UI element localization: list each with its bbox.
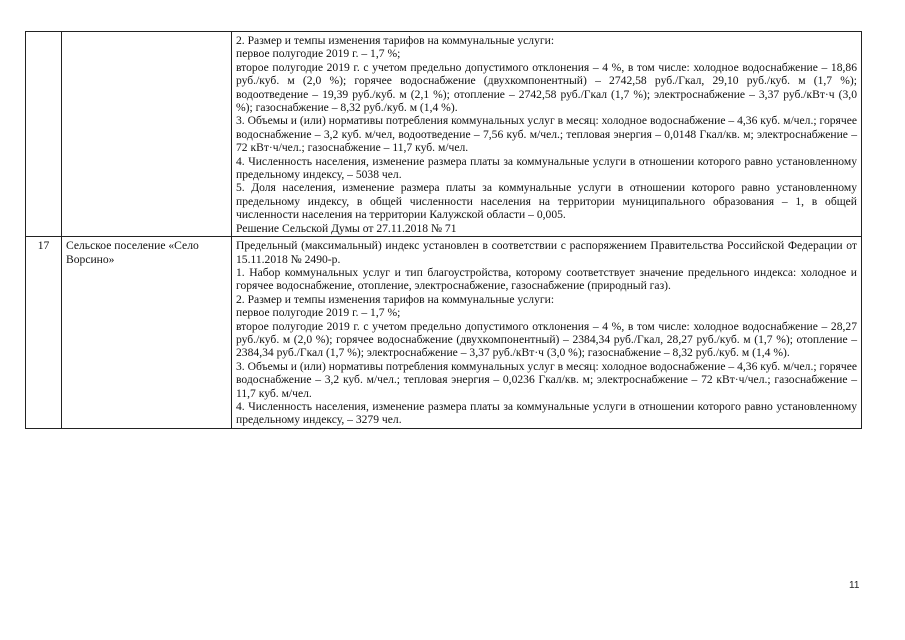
description-line: второе полугодие 2019 г. с учетом предельно допустимого отклонения – 4 %, в том числе: холодное водоснабжение – 18,86 руб./куб. м (2,0 %); горячее водоснабжение (двухкомпонентный) – 2742,58 руб./Гкал, 29,10 руб./куб. м (1,7 %); водоотведение – 19,39 руб./куб. м (2,1 %); отопление – 2742,58 руб./Гкал (1,7 %); электроснабжение – 3,37 руб./кВт·ч (3,0 %); газоснабжение – 8,32 руб./куб. м (1,4 %). [236,60,857,115]
table-row [26,32,862,237]
description-line: 2. Размер и темпы изменения тарифов на коммунальные услуги: [236,292,555,306]
description-line: 5. Доля населения, изменение размера платы за коммунальные услуги в отношении которого равно установленному предельному индексу, в общей численности населения на территории муниципального образования – 1, в общей численности населения на территории Калужской области – 0,005. [236,181,857,222]
description-line: 3. Объемы и (или) нормативы потребления коммунальных услуг в месяц: холодное водоснабжение – 4,36 куб. м/чел.; горячее водоснабжение – 3,2 куб. м/чел.; тепловая энергия – 0,0236 Гкал/кв. м; электроснабжение – 72 кВт·ч/чел.; газоснабжение – 11,7 куб. м/чел. [236,359,857,400]
description-line: первое полугодие 2019 г. – 1,7 %; [236,306,401,320]
description-line: Предельный (максимальный) индекс установлен в соответствии с распоряжением Правительства Российской Федерации от 15.11.2018 № 2490-р. [236,239,857,266]
row-number-cell: 17 [26,237,62,429]
table-row [26,237,862,429]
page-number: 11 [849,580,860,591]
municipality-name-cell [62,32,232,237]
description-line: 4. Численность населения, изменение размера платы за коммунальные услуги в отношении которого равно установленному предельному индексу, – 3279 чел. [236,399,857,427]
decision-reference: Решение Сельской Думы от 27.11.2018 № 71 [236,221,457,235]
description-line: 2. Размер и темпы изменения тарифов на коммунальные услуги: [236,34,555,47]
description-line: 1. Набор коммунальных услуг и тип благоустройства, которому соответствует значение предельного индекса: холодное и горячее водоснабжение, отопление, электроснабжение, газоснабжение (природный газ). [236,265,857,293]
description-line: второе полугодие 2019 г. с учетом предельно допустимого отклонения – 4 %, в том числе: холодное водоснабжение – 28,27 руб./куб. м (2,0 %); горячее водоснабжение (двухкомпонентный) – 2384,34 руб./Гкал, 28,27 руб./куб. м (1,7 %); отопление – 2384,34 руб./Гкал (1,7 %); электроснабжение – 3,37 руб./кВт·ч (3,0 %); газоснабжение – 8,32 руб./куб. м (1,4 %). [236,319,857,360]
tariff-table [25,31,862,429]
row-number-cell [26,32,62,237]
description-line: первое полугодие 2019 г. – 1,7 %; [236,47,401,61]
description-cell [232,237,862,429]
description-line: 4. Численность населения, изменение размера платы за коммунальные услуги в отношении которого равно установленному предельному индексу, – 5038 чел. [236,154,857,182]
description-cell [232,32,862,237]
municipality-name-cell: Сельское поселение «Село Ворсино» [62,237,232,429]
description-line: 3. Объемы и (или) нормативы потребления коммунальных услуг в месяц: холодное водоснабжение – 4,36 куб. м/чел.; горячее водоснабжение – 3,2 куб. м/чел, водоотведение – 7,56 куб. м/чел.; тепловая энергия – 0,0148 Гкал/кв. м; электроснабжение – 72 кВт·ч/чел.; газоснабжение – 11,7 куб. м/чел. [236,114,857,155]
